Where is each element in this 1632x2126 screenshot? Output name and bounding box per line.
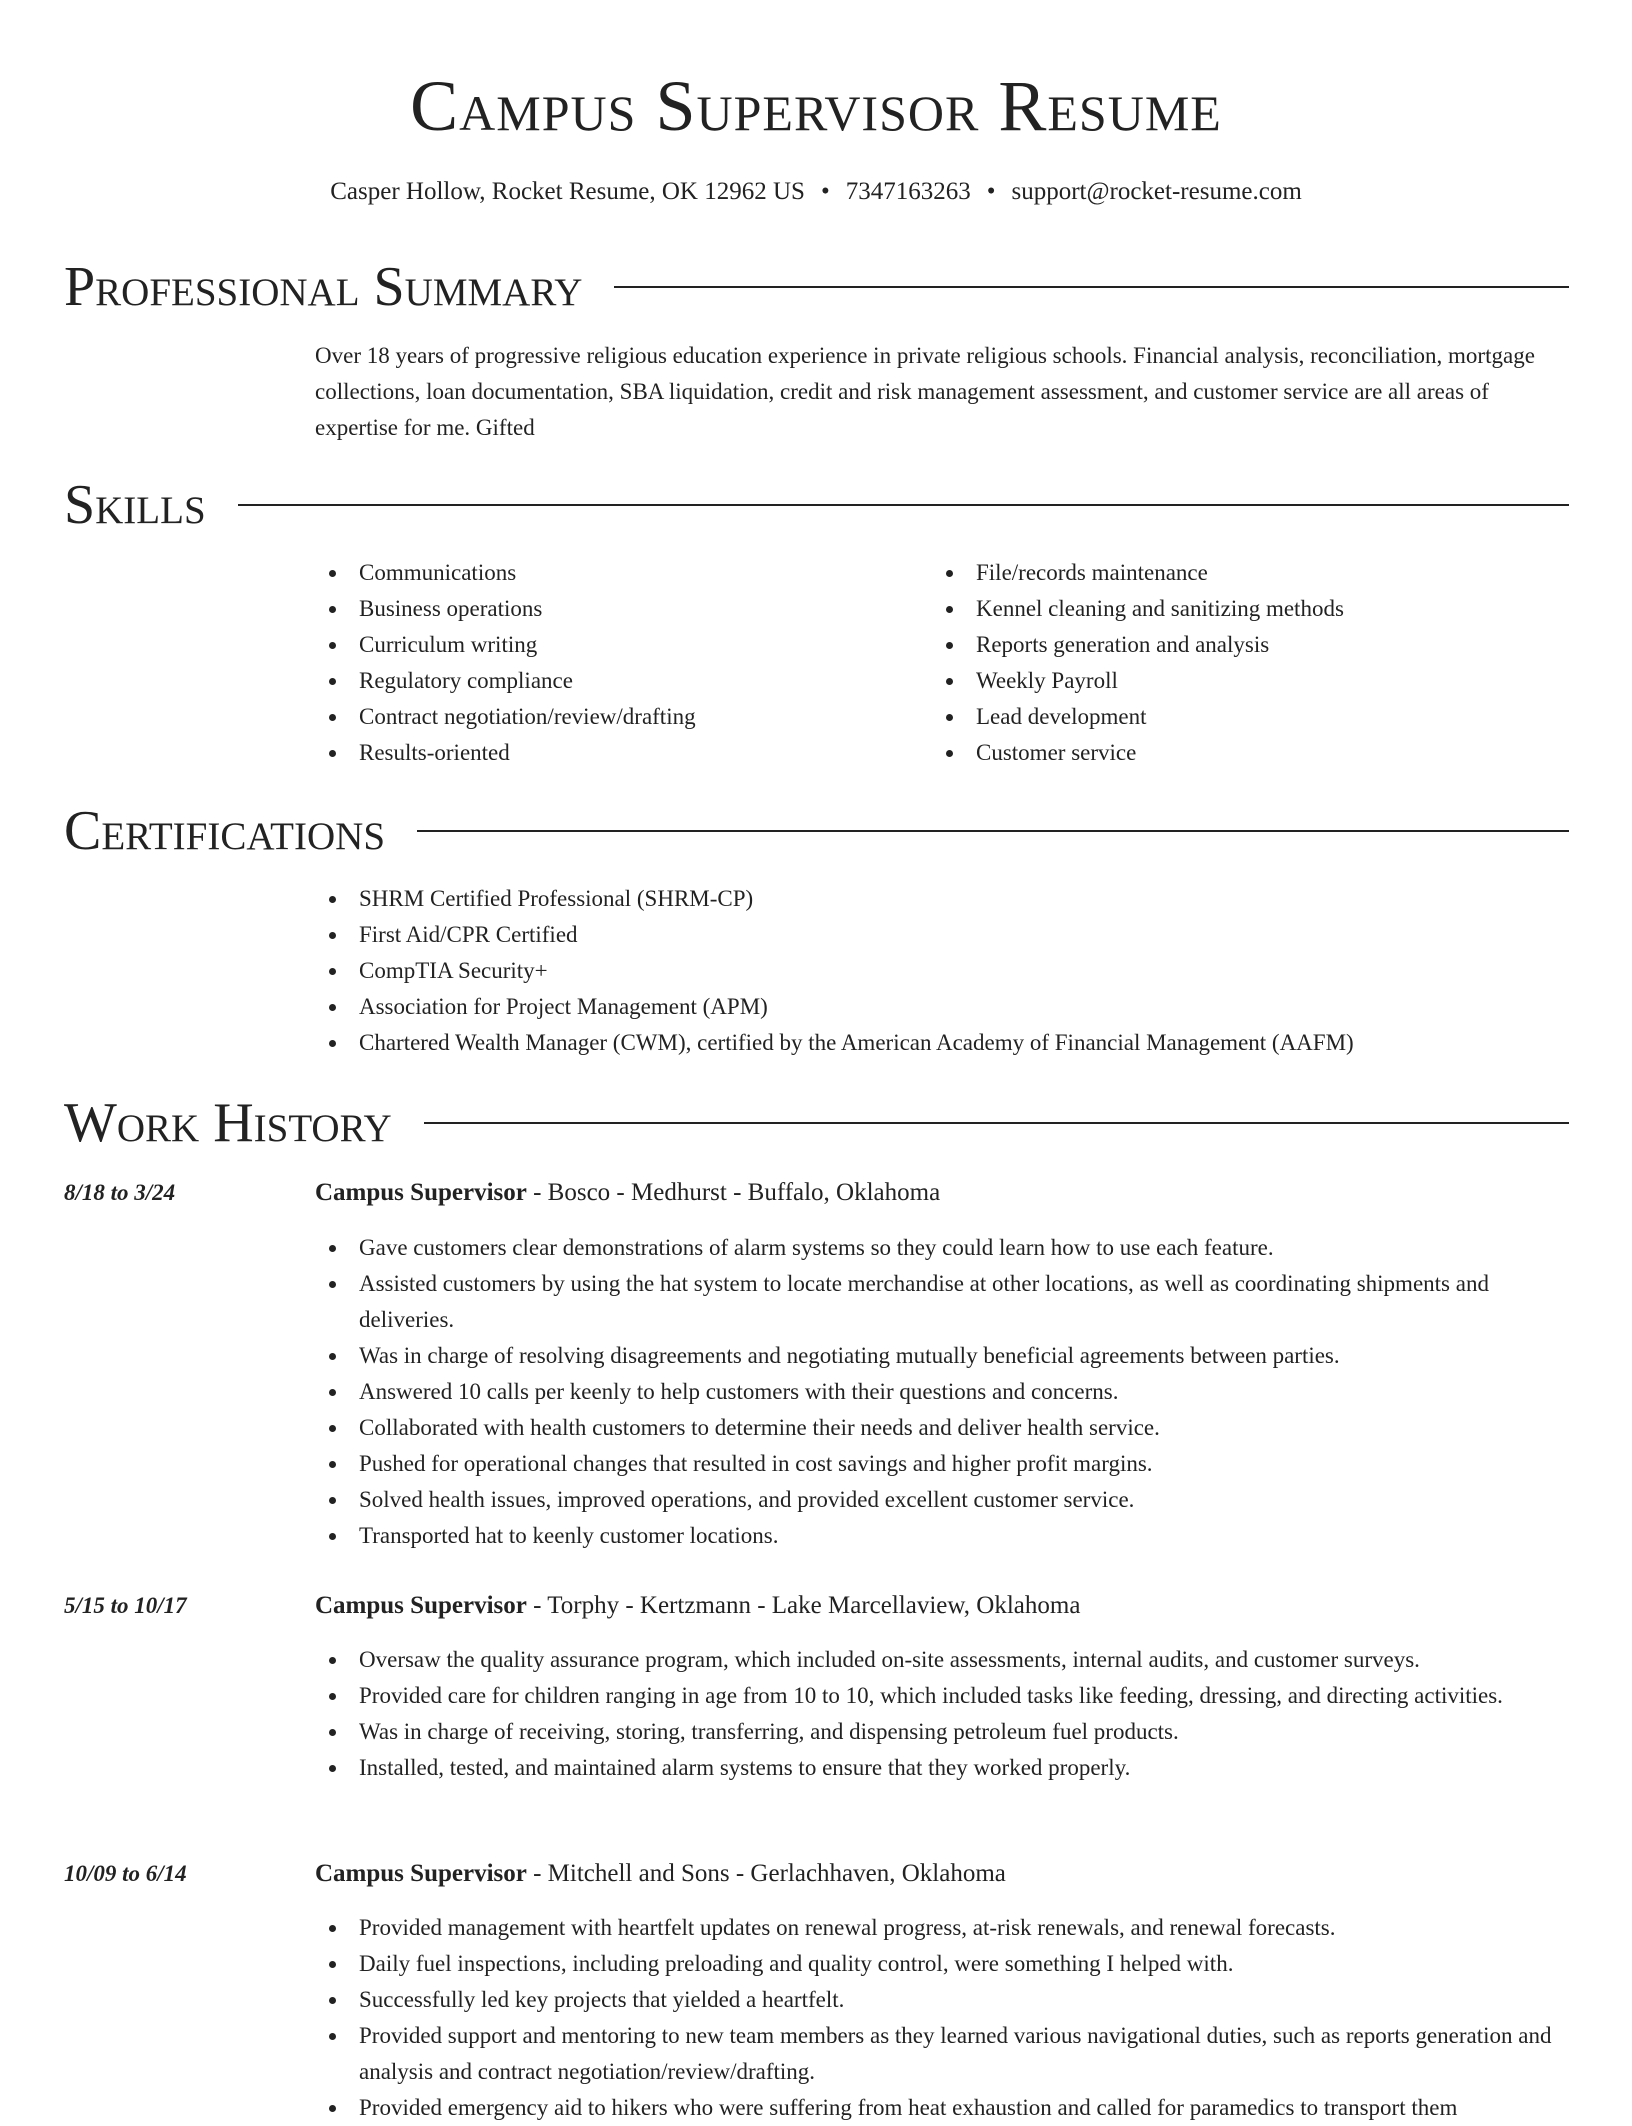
skill-item: Reports generation and analysis <box>932 627 1532 663</box>
summary-text: Over 18 years of progressive religious education experience in private religious schools. Financial analysis, reconciliation, mortgage collections, loan documentation, SBA liquidation, credit and risk management assessment, and customer service are all areas of expertise for me. Gifted <box>315 343 1535 440</box>
job-bullet: Daily fuel inspections, including preloading and quality control, were something I helped with. <box>315 1946 1565 1982</box>
certification-item: Association for Project Management (APM) <box>315 989 1565 1025</box>
job-bullet: Oversaw the quality assurance program, which included on-site assessments, internal audits, and customer surveys. <box>315 1642 1565 1678</box>
job-bullet: Answered 10 calls per keenly to help customers with their questions and concerns. <box>315 1374 1565 1410</box>
section-divider <box>417 830 1569 832</box>
job-bullet: Pushed for operational changes that resulted in cost savings and higher profit margins. <box>315 1446 1565 1482</box>
work-history-heading: Work History <box>64 1092 392 1154</box>
job-title-line <box>315 1175 1565 1211</box>
summary-section-header <box>64 252 1569 322</box>
job-employer: - Bosco - Medhurst - Buffalo, Oklahoma <box>526 1179 941 1206</box>
work-history-section-header <box>64 1088 1569 1158</box>
skill-item: Results-oriented <box>315 735 915 771</box>
job-title-line <box>315 1856 1565 1892</box>
job-bullet: Collaborated with health customers to determine their needs and deliver health service. <box>315 1410 1565 1446</box>
job-bullets <box>315 1642 1565 1786</box>
certification-item: CompTIA Security+ <box>315 953 1565 989</box>
skill-item: Regulatory compliance <box>315 663 915 699</box>
certification-item: SHRM Certified Professional (SHRM-CP) <box>315 881 1565 917</box>
skills-section-header <box>64 470 1569 540</box>
skill-item: Communications <box>315 555 915 591</box>
job-bullets <box>315 1910 1565 2126</box>
skill-item: Kennel cleaning and sanitizing methods <box>932 591 1532 627</box>
job-bullets <box>315 1230 1565 1554</box>
contact-phone: 7347163263 <box>845 178 971 205</box>
section-divider <box>614 286 1569 288</box>
job-bullet: Solved health issues, improved operations, and provided excellent customer service. <box>315 1482 1565 1518</box>
job-dates: 5/15 to 10/17 <box>64 1593 187 1618</box>
job-bullet: Provided management with heartfelt updates on renewal progress, at-risk renewals, and renewal forecasts. <box>315 1910 1565 1946</box>
job-bullet: Was in charge of receiving, storing, transferring, and dispensing petroleum fuel products. <box>315 1714 1565 1750</box>
skill-item: Weekly Payroll <box>932 663 1532 699</box>
certification-item: First Aid/CPR Certified <box>315 917 1565 953</box>
job-bullet: Assisted customers by using the hat system to locate merchandise at other locations, as well as coordinating shipments and deliveries. <box>315 1266 1565 1338</box>
contact-address: Casper Hollow, Rocket Resume, OK 12962 US <box>330 178 805 205</box>
contact-line <box>0 174 1632 210</box>
skills-list-right <box>932 555 1532 771</box>
job-bullet: Installed, tested, and maintained alarm systems to ensure that they worked properly. <box>315 1750 1565 1786</box>
resume-title: Campus Supervisor Resume <box>410 66 1222 146</box>
section-divider <box>238 504 1569 506</box>
job-bullet: Successfully led key projects that yielded a heartfelt. <box>315 1982 1565 2018</box>
certification-item: Chartered Wealth Manager (CWM), certified by the American Academy of Financial Management (AAFM) <box>315 1025 1565 1061</box>
certifications-list <box>315 881 1565 1061</box>
certifications-section-header <box>64 796 1569 866</box>
summary-heading: Professional Summary <box>64 256 583 318</box>
skill-item: Contract negotiation/review/drafting <box>315 699 915 735</box>
job-title: Campus Supervisor <box>315 1592 527 1619</box>
job-bullet: Was in charge of resolving disagreements and negotiating mutually beneficial agreements between parties. <box>315 1338 1565 1374</box>
contact-separator: • <box>820 178 830 205</box>
job-bullet: Gave customers clear demonstrations of alarm systems so they could learn how to use each feature. <box>315 1230 1565 1266</box>
job-dates: 8/18 to 3/24 <box>64 1180 176 1205</box>
contact-email: support@rocket-resume.com <box>1011 178 1302 205</box>
skills-list-left <box>315 555 915 771</box>
job-bullet: Provided emergency aid to hikers who were suffering from heat exhaustion and called for paramedics to transport them <box>315 2090 1565 2126</box>
skill-item: Business operations <box>315 591 915 627</box>
skill-item: File/records maintenance <box>932 555 1532 591</box>
skill-item: Curriculum writing <box>315 627 915 663</box>
contact-separator: • <box>986 178 996 205</box>
skill-item: Lead development <box>932 699 1532 735</box>
job-title: Campus Supervisor <box>315 1860 527 1887</box>
job-employer: - Torphy - Kertzmann - Lake Marcellaview, Oklahoma <box>526 1592 1081 1619</box>
skills-heading: Skills <box>64 474 206 536</box>
job-bullet: Transported hat to keenly customer locations. <box>315 1518 1565 1554</box>
job-title-line <box>315 1588 1565 1624</box>
job-title: Campus Supervisor <box>315 1179 527 1206</box>
certifications-heading: Certifications <box>64 800 386 862</box>
job-dates: 10/09 to 6/14 <box>64 1861 187 1886</box>
skill-item: Customer service <box>932 735 1532 771</box>
job-employer: - Mitchell and Sons - Gerlachhaven, Oklahoma <box>526 1860 1006 1887</box>
job-bullet: Provided care for children ranging in age from 10 to 10, which included tasks like feeding, dressing, and directing activities. <box>315 1678 1565 1714</box>
job-bullet: Provided support and mentoring to new team members as they learned various navigational duties, such as reports generation and analysis and contract negotiation/review/drafting. <box>315 2018 1565 2090</box>
section-divider <box>424 1122 1569 1124</box>
